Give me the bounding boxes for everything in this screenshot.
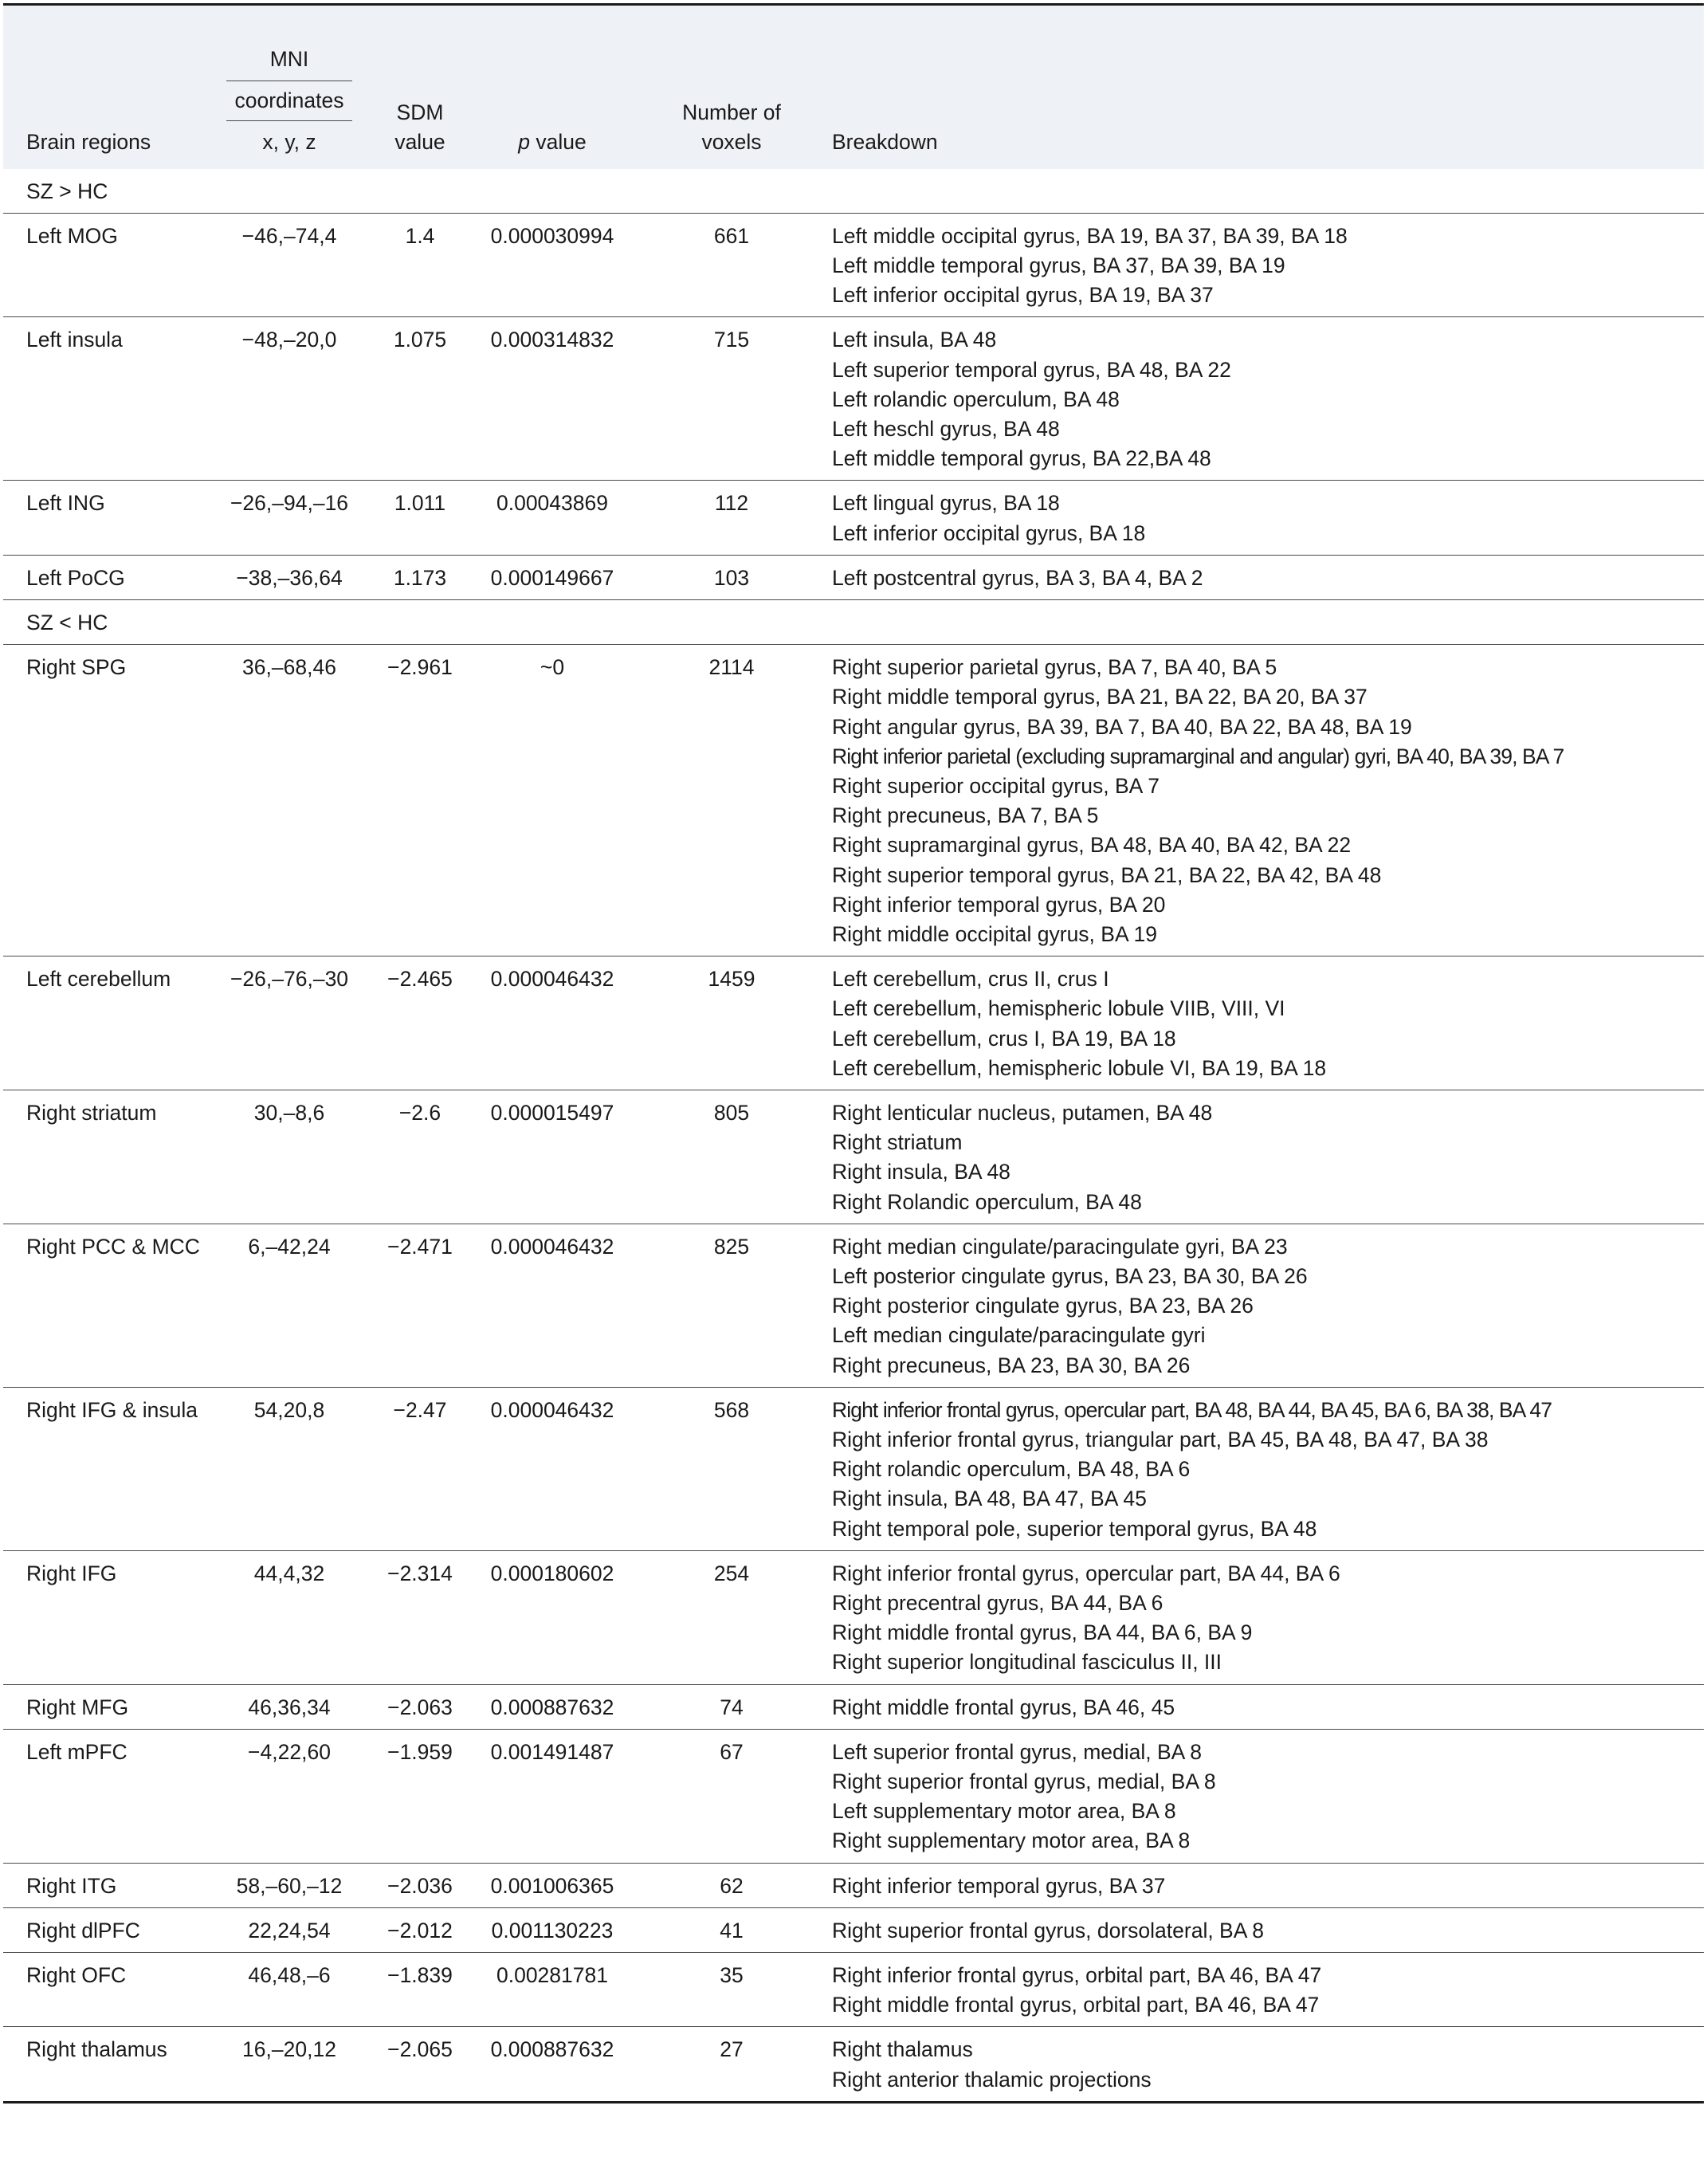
cell-number-of-voxels: 74 bbox=[720, 1695, 744, 1719]
cell-breakdown bbox=[822, 1863, 1704, 1907]
cell-p-value: 0.000887632 bbox=[490, 2037, 614, 2062]
breakdown-line: Left inferior occipital gyrus, BA 19, BA 37 bbox=[832, 283, 1214, 308]
breakdown-line: Right rolandic operculum, BA 48, BA 6 bbox=[832, 1457, 1191, 1482]
cell-number-of-voxels: 41 bbox=[720, 1918, 744, 1942]
breakdown-line: Right Rolandic operculum, BA 48 bbox=[832, 1189, 1142, 1214]
breakdown-line: Right superior frontal gyrus, dorsolateral, BA 8 bbox=[832, 1918, 1265, 1942]
cell-brain-region: Right thalamus bbox=[26, 2037, 167, 2062]
breakdown-line: Right inferior parietal (excluding supramarginal and angular) gyri, BA 40, BA 39, BA 7 bbox=[832, 744, 1564, 768]
cell-number-of-voxels: 825 bbox=[713, 1234, 750, 1259]
cell-mni-coordinates: −26,–76,–30 bbox=[230, 967, 349, 992]
cell-brain-region: Right SPG bbox=[26, 655, 127, 680]
cell-breakdown bbox=[822, 1550, 1704, 1684]
header-breakdown: Breakdown bbox=[832, 130, 938, 155]
table-row bbox=[3, 645, 1704, 956]
section-row bbox=[3, 169, 1704, 214]
cell-breakdown bbox=[822, 317, 1704, 481]
cell-sdm-value: −2.012 bbox=[387, 1918, 453, 1942]
cell-brain-region: Left ING bbox=[26, 491, 105, 516]
breakdown-line: Left postcentral gyrus, BA 3, BA 4, BA 2 bbox=[832, 565, 1203, 590]
section-label: SZ > HC bbox=[26, 179, 108, 203]
cell-mni-coordinates: −26,–94,–16 bbox=[230, 491, 349, 516]
breakdown-line: Right superior frontal gyrus, medial, BA 8 bbox=[832, 1770, 1216, 1794]
breakdown-line: Right middle frontal gyrus, orbital part, BA 46, BA 47 bbox=[832, 1993, 1320, 2017]
breakdown-line: Left cerebellum, crus II, crus I bbox=[832, 967, 1109, 992]
cell-mni-coordinates: 16,–20,12 bbox=[242, 2037, 336, 2062]
cell-number-of-voxels: 254 bbox=[713, 1561, 750, 1585]
breakdown-line: Right superior occipital gyrus, BA 7 bbox=[832, 773, 1160, 798]
cell-mni-coordinates: −38,–36,64 bbox=[236, 565, 343, 590]
cell-mni-coordinates: −4,22,60 bbox=[248, 1739, 331, 1764]
breakdown-line: Right angular gyrus, BA 39, BA 7, BA 40, BA 22, BA 48, BA 19 bbox=[832, 714, 1412, 739]
cell-mni-coordinates: 36,–68,46 bbox=[242, 655, 336, 680]
cell-breakdown bbox=[822, 1953, 1704, 2027]
header-p-value bbox=[464, 5, 641, 169]
cell-mni-coordinates: −46,–74,4 bbox=[241, 223, 337, 248]
header-mni-line1: MNI bbox=[226, 45, 352, 81]
cell-p-value: ~0 bbox=[540, 655, 565, 680]
breakdown-line: Left middle temporal gyrus, BA 22,BA 48 bbox=[832, 446, 1211, 471]
cell-mni-coordinates: 54,20,8 bbox=[253, 1397, 325, 1422]
breakdown-line: Right middle frontal gyrus, BA 44, BA 6, BA 9 bbox=[832, 1620, 1253, 1645]
breakdown-line: Left cerebellum, hemispheric lobule VI, BA 19, BA 18 bbox=[832, 1055, 1327, 1080]
cell-p-value: 0.000180602 bbox=[490, 1561, 614, 1585]
cell-sdm-value: −2.47 bbox=[393, 1397, 447, 1422]
table-row bbox=[3, 2027, 1704, 2102]
breakdown-line: Right superior temporal gyrus, BA 21, BA 22, BA 42, BA 48 bbox=[832, 862, 1382, 887]
breakdown-line: Right median cingulate/paracingulate gyri, BA 23 bbox=[832, 1234, 1288, 1259]
cell-breakdown bbox=[822, 2027, 1704, 2102]
table-row bbox=[3, 1224, 1704, 1387]
cell-number-of-voxels: 1459 bbox=[708, 967, 755, 992]
breakdown-line: Left inferior occipital gyrus, BA 18 bbox=[832, 520, 1146, 545]
cell-sdm-value: 1.011 bbox=[394, 491, 446, 516]
cell-mni-coordinates: 44,4,32 bbox=[253, 1561, 325, 1585]
breakdown-line: Left median cingulate/paracingulate gyri bbox=[832, 1323, 1206, 1348]
breakdown-line: Right inferior temporal gyrus, BA 37 bbox=[832, 1873, 1166, 1898]
cell-mni-coordinates: 58,–60,–12 bbox=[236, 1873, 343, 1898]
cell-brain-region: Right dlPFC bbox=[26, 1918, 140, 1942]
cell-sdm-value: −2.314 bbox=[387, 1561, 453, 1585]
breakdown-line: Right precuneus, BA 7, BA 5 bbox=[832, 803, 1099, 828]
cell-brain-region: Right ITG bbox=[26, 1873, 117, 1898]
header-number-of-voxels bbox=[641, 5, 822, 169]
cell-number-of-voxels: 35 bbox=[720, 1963, 744, 1988]
cell-sdm-value: 1.075 bbox=[393, 328, 447, 352]
cell-breakdown bbox=[822, 1907, 1704, 1952]
header-mni-line3: x, y, z bbox=[262, 130, 316, 155]
breakdown-line: Right precuneus, BA 23, BA 30, BA 26 bbox=[832, 1353, 1191, 1377]
breakdown-line: Right superior parietal gyrus, BA 7, BA 40, BA 5 bbox=[832, 655, 1277, 680]
breakdown-line: Left superior frontal gyrus, medial, BA 8 bbox=[832, 1739, 1202, 1764]
cell-mni-coordinates: −48,–20,0 bbox=[241, 328, 337, 352]
cell-brain-region: Left MOG bbox=[26, 223, 118, 248]
cell-sdm-value: −1.959 bbox=[387, 1739, 453, 1764]
breakdown-line: Left middle temporal gyrus, BA 37, BA 39, BA 19 bbox=[832, 253, 1285, 277]
cell-p-value: 0.000030994 bbox=[490, 223, 614, 248]
header-sdm-line2: value bbox=[394, 130, 445, 155]
table-row bbox=[3, 1550, 1704, 1684]
cell-p-value: 0.000314832 bbox=[490, 328, 614, 352]
cell-p-value: 0.000046432 bbox=[490, 1397, 614, 1422]
header-sdm-line1: SDM bbox=[396, 100, 444, 125]
cell-number-of-voxels: 2114 bbox=[708, 655, 755, 680]
breakdown-line: Left heschl gyrus, BA 48 bbox=[832, 416, 1060, 441]
breakdown-line: Right insula, BA 48 bbox=[832, 1160, 1010, 1184]
cell-sdm-value: −2.063 bbox=[387, 1695, 453, 1719]
cell-sdm-value: −1.839 bbox=[387, 1963, 453, 1988]
breakdown-line: Right inferior frontal gyrus, opercular part, BA 48, BA 44, BA 45, BA 6, BA 38, BA 47 bbox=[832, 1397, 1552, 1422]
cell-sdm-value: −2.065 bbox=[387, 2037, 453, 2062]
breakdown-line: Right anterior thalamic projections bbox=[832, 2067, 1152, 2092]
cell-sdm-value: −2.036 bbox=[387, 1873, 453, 1898]
cell-breakdown bbox=[822, 1684, 1704, 1729]
cell-breakdown bbox=[822, 555, 1704, 599]
section-label: SZ < HC bbox=[26, 610, 108, 634]
cell-p-value: 0.000887632 bbox=[490, 1695, 614, 1719]
breakdown-line: Left cerebellum, crus I, BA 19, BA 18 bbox=[832, 1026, 1176, 1051]
breakdown-line: Right insula, BA 48, BA 47, BA 45 bbox=[832, 1487, 1147, 1511]
header-p-italic: p bbox=[518, 130, 531, 155]
breakdown-line: Right temporal pole, superior temporal gyrus, BA 48 bbox=[832, 1516, 1317, 1541]
breakdown-line: Right superior longitudinal fasciculus II, III bbox=[832, 1650, 1222, 1675]
cell-breakdown bbox=[822, 1729, 1704, 1863]
results-table bbox=[3, 3, 1704, 2103]
table-row bbox=[3, 1684, 1704, 1729]
breakdown-line: Right posterior cingulate gyrus, BA 23, BA 26 bbox=[832, 1294, 1254, 1318]
cell-breakdown bbox=[822, 645, 1704, 956]
cell-sdm-value: −2.465 bbox=[387, 967, 453, 992]
table-row bbox=[3, 1863, 1704, 1907]
breakdown-line: Right inferior frontal gyrus, triangular part, BA 45, BA 48, BA 47, BA 38 bbox=[832, 1428, 1489, 1452]
header-voxels-line2: voxels bbox=[701, 130, 762, 155]
cell-mni-coordinates: 6,–42,24 bbox=[248, 1234, 331, 1259]
cell-p-value: 0.00043869 bbox=[496, 491, 608, 516]
cell-brain-region: Left mPFC bbox=[26, 1739, 128, 1764]
table-row bbox=[3, 1953, 1704, 2027]
breakdown-line: Left supplementary motor area, BA 8 bbox=[832, 1799, 1176, 1824]
cell-p-value: 0.000149667 bbox=[490, 565, 614, 590]
breakdown-line: Right inferior frontal gyrus, orbital part, BA 46, BA 47 bbox=[832, 1963, 1322, 1988]
cell-brain-region: Right IFG & insula bbox=[26, 1397, 198, 1422]
cell-mni-coordinates: 30,–8,6 bbox=[253, 1100, 325, 1125]
cell-brain-region: Left insula bbox=[26, 328, 123, 352]
breakdown-line: Right striatum bbox=[832, 1130, 963, 1155]
breakdown-line: Left insula, BA 48 bbox=[832, 328, 997, 352]
table-row bbox=[3, 555, 1704, 599]
breakdown-line: Right middle occipital gyrus, BA 19 bbox=[832, 921, 1158, 946]
table-row bbox=[3, 1907, 1704, 1952]
cell-brain-region: Left cerebellum bbox=[26, 967, 171, 992]
cell-number-of-voxels: 112 bbox=[714, 491, 749, 516]
header-mni-coordinates bbox=[202, 5, 376, 169]
breakdown-line: Left superior temporal gyrus, BA 48, BA 22 bbox=[832, 357, 1231, 382]
breakdown-line: Left posterior cingulate gyrus, BA 23, BA 30, BA 26 bbox=[832, 1264, 1308, 1288]
table-row bbox=[3, 481, 1704, 555]
section-row bbox=[3, 599, 1704, 644]
breakdown-line: Right supramarginal gyrus, BA 48, BA 40, BA 42, BA 22 bbox=[832, 833, 1352, 858]
cell-breakdown bbox=[822, 213, 1704, 317]
header-p-rest: value bbox=[530, 130, 587, 155]
cell-number-of-voxels: 67 bbox=[720, 1739, 744, 1764]
cell-sdm-value: −2.471 bbox=[387, 1234, 453, 1259]
table-body bbox=[3, 169, 1704, 2103]
cell-number-of-voxels: 805 bbox=[713, 1100, 750, 1125]
table-row bbox=[3, 1090, 1704, 1224]
cell-brain-region: Right OFC bbox=[26, 1963, 127, 1988]
cell-number-of-voxels: 661 bbox=[713, 223, 750, 248]
cell-sdm-value: 1.4 bbox=[405, 223, 435, 248]
header-sdm-value bbox=[376, 5, 464, 169]
cell-p-value: 0.000046432 bbox=[490, 967, 614, 992]
cell-brain-region: Right PCC & MCC bbox=[26, 1234, 200, 1259]
header-brain-regions: Brain regions bbox=[26, 130, 151, 155]
table-row bbox=[3, 1387, 1704, 1550]
cell-number-of-voxels: 568 bbox=[713, 1397, 750, 1422]
cell-number-of-voxels: 103 bbox=[713, 565, 750, 590]
header-voxels-line1: Number of bbox=[682, 100, 781, 125]
header-mni-line2: coordinates bbox=[226, 81, 352, 121]
cell-sdm-value: −2.6 bbox=[398, 1100, 441, 1125]
breakdown-line: Right inferior temporal gyrus, BA 20 bbox=[832, 892, 1166, 917]
cell-number-of-voxels: 27 bbox=[720, 2037, 744, 2062]
cell-breakdown bbox=[822, 1387, 1704, 1550]
breakdown-line: Right supplementary motor area, BA 8 bbox=[832, 1829, 1191, 1853]
cell-breakdown bbox=[822, 956, 1704, 1090]
cell-brain-region: Left PoCG bbox=[26, 565, 125, 590]
breakdown-line: Right lenticular nucleus, putamen, BA 48 bbox=[832, 1100, 1213, 1125]
table-header bbox=[3, 5, 1704, 169]
cell-mni-coordinates: 46,36,34 bbox=[248, 1695, 331, 1719]
table-row bbox=[3, 213, 1704, 317]
breakdown-line: Right inferior frontal gyrus, opercular part, BA 44, BA 6 bbox=[832, 1561, 1340, 1585]
cell-brain-region: Right MFG bbox=[26, 1695, 129, 1719]
breakdown-line: Right middle temporal gyrus, BA 21, BA 22, BA 20, BA 37 bbox=[832, 685, 1368, 709]
cell-p-value: 0.001491487 bbox=[490, 1739, 614, 1764]
breakdown-line: Left rolandic operculum, BA 48 bbox=[832, 387, 1120, 411]
cell-breakdown bbox=[822, 481, 1704, 555]
cell-mni-coordinates: 46,48,–6 bbox=[248, 1963, 331, 1988]
breakdown-line: Right thalamus bbox=[832, 2037, 973, 2062]
cell-p-value: 0.001006365 bbox=[490, 1873, 614, 1898]
cell-sdm-value: 1.173 bbox=[393, 565, 447, 590]
breakdown-line: Right middle frontal gyrus, BA 46, 45 bbox=[832, 1695, 1175, 1719]
table-row bbox=[3, 1729, 1704, 1863]
cell-p-value: 0.000046432 bbox=[490, 1234, 614, 1259]
cell-number-of-voxels: 62 bbox=[720, 1873, 744, 1898]
breakdown-line: Left middle occipital gyrus, BA 19, BA 37, BA 39, BA 18 bbox=[832, 223, 1348, 248]
cell-brain-region: Right striatum bbox=[26, 1100, 157, 1125]
cell-sdm-value: −2.961 bbox=[387, 655, 453, 680]
cell-breakdown bbox=[822, 1224, 1704, 1387]
breakdown-line: Left lingual gyrus, BA 18 bbox=[832, 491, 1060, 516]
cell-p-value: 0.001130223 bbox=[491, 1918, 614, 1942]
table-row bbox=[3, 317, 1704, 481]
cell-brain-region: Right IFG bbox=[26, 1561, 117, 1585]
cell-p-value: 0.000015497 bbox=[490, 1100, 614, 1125]
cell-mni-coordinates: 22,24,54 bbox=[248, 1918, 331, 1942]
breakdown-line: Left cerebellum, hemispheric lobule VIIB, VIII, VI bbox=[832, 996, 1285, 1021]
table-row bbox=[3, 956, 1704, 1090]
cell-number-of-voxels: 715 bbox=[713, 328, 750, 352]
cell-p-value: 0.00281781 bbox=[496, 1963, 608, 1988]
cell-breakdown bbox=[822, 1090, 1704, 1224]
breakdown-line: Right precentral gyrus, BA 44, BA 6 bbox=[832, 1591, 1164, 1616]
